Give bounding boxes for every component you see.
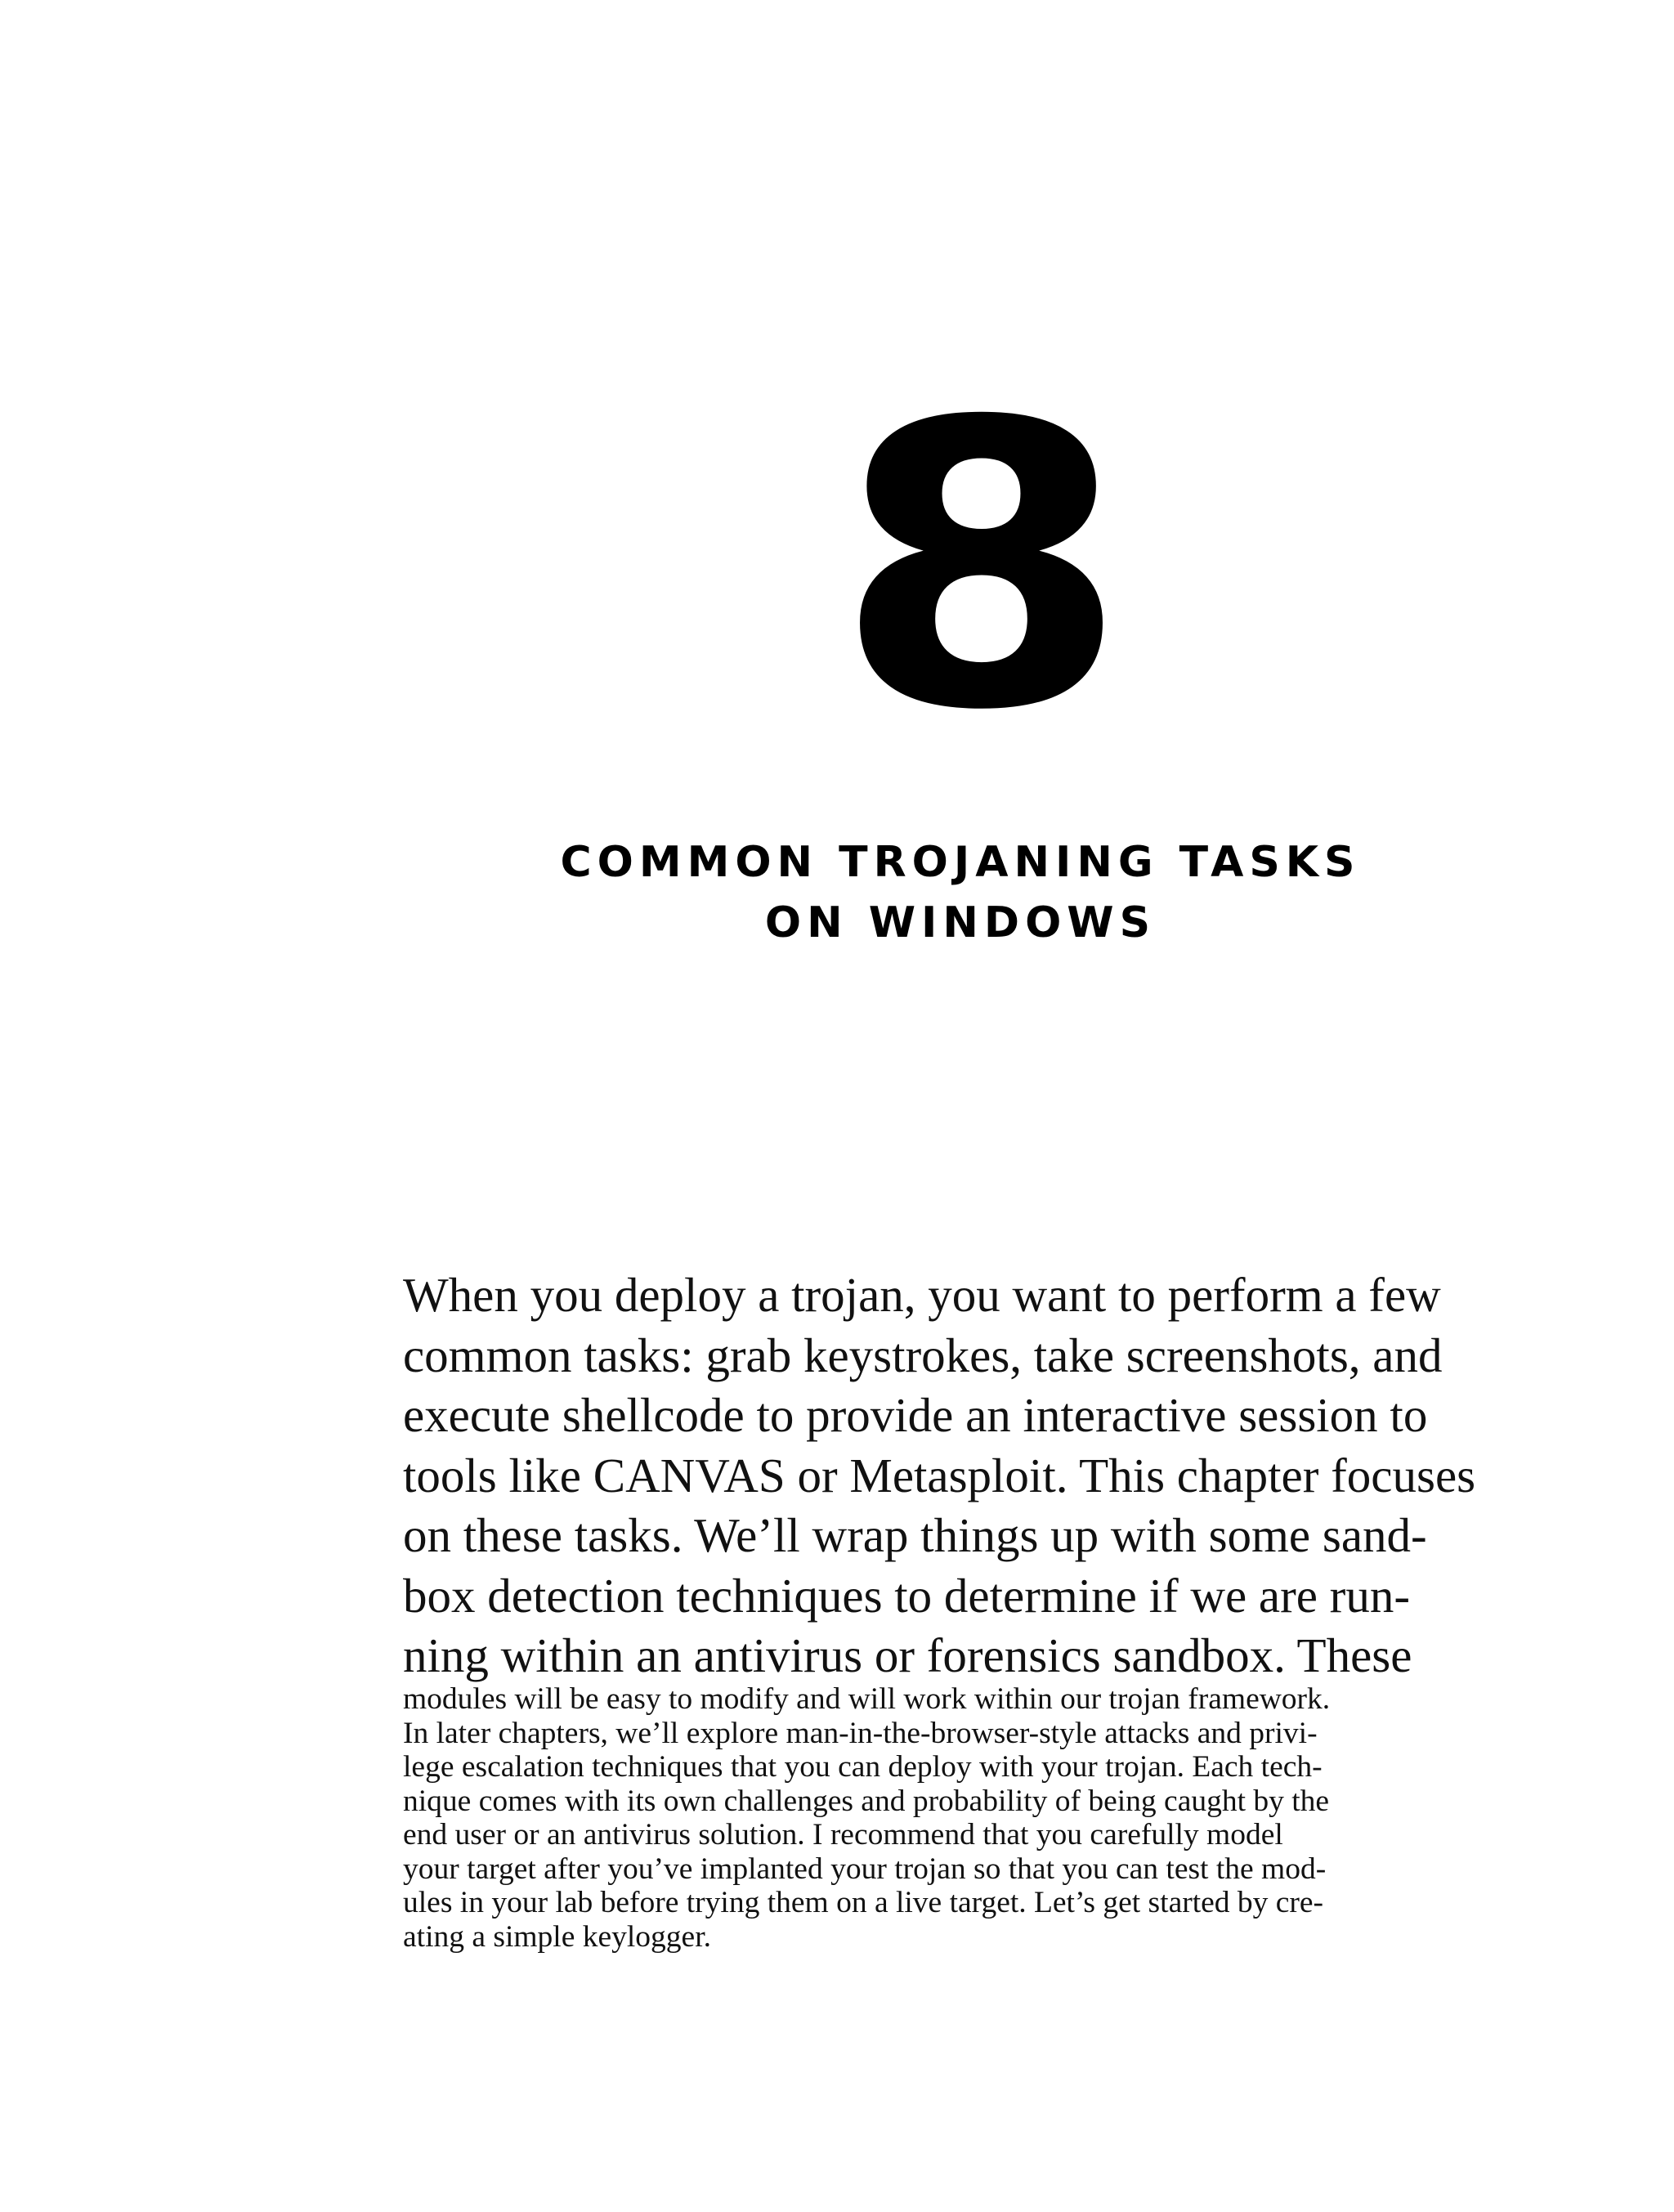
intro-line: on these tasks. We’ll wrap things up with some sand- (403, 1508, 1427, 1562)
body-line: nique comes with its own challenges and probability of being caught by the (403, 1784, 1330, 1818)
body-line: end user or an antivirus solution. I recommend that you carefully model (403, 1818, 1283, 1852)
body-line: your target after you’ve implanted your trojan so that you can test the mod- (403, 1852, 1327, 1886)
intro-paragraph (403, 1265, 1506, 1686)
body-paragraph (403, 1682, 1506, 1954)
body-line: ules in your lab before trying them on a live target. Let’s get started by cre- (403, 1886, 1324, 1919)
chapter-title-line: ON WINDOWS (764, 898, 1157, 947)
body-line: modules will be easy to modify and will work within our trojan framework. (403, 1682, 1331, 1716)
intro-line: tools like CANVAS or Metasploit. This chapter focuses (403, 1448, 1476, 1502)
body-line: lege escalation techniques that you can deploy with your trojan. Each tech- (403, 1750, 1323, 1784)
intro-line: When you deploy a trojan, you want to perform a few (403, 1268, 1441, 1322)
intro-line: execute shellcode to provide an interactive session to (403, 1388, 1428, 1442)
intro-line: box detection techniques to determine if we are run- (403, 1568, 1410, 1623)
intro-line: ning within an antivirus or forensics sandbox. These (403, 1628, 1412, 1682)
chapter-title-line: COMMON TROJANING TASKS (560, 838, 1361, 887)
body-line: In later chapters, we’ll explore man-in-the-browser-style attacks and privi- (403, 1716, 1318, 1750)
body-line: ating a simple keylogger. (403, 1919, 711, 1954)
chapter-title (458, 832, 1463, 953)
chapter-number: 8 (834, 339, 1130, 796)
intro-line: common tasks: grab keystrokes, take screenshots, and (403, 1328, 1443, 1382)
